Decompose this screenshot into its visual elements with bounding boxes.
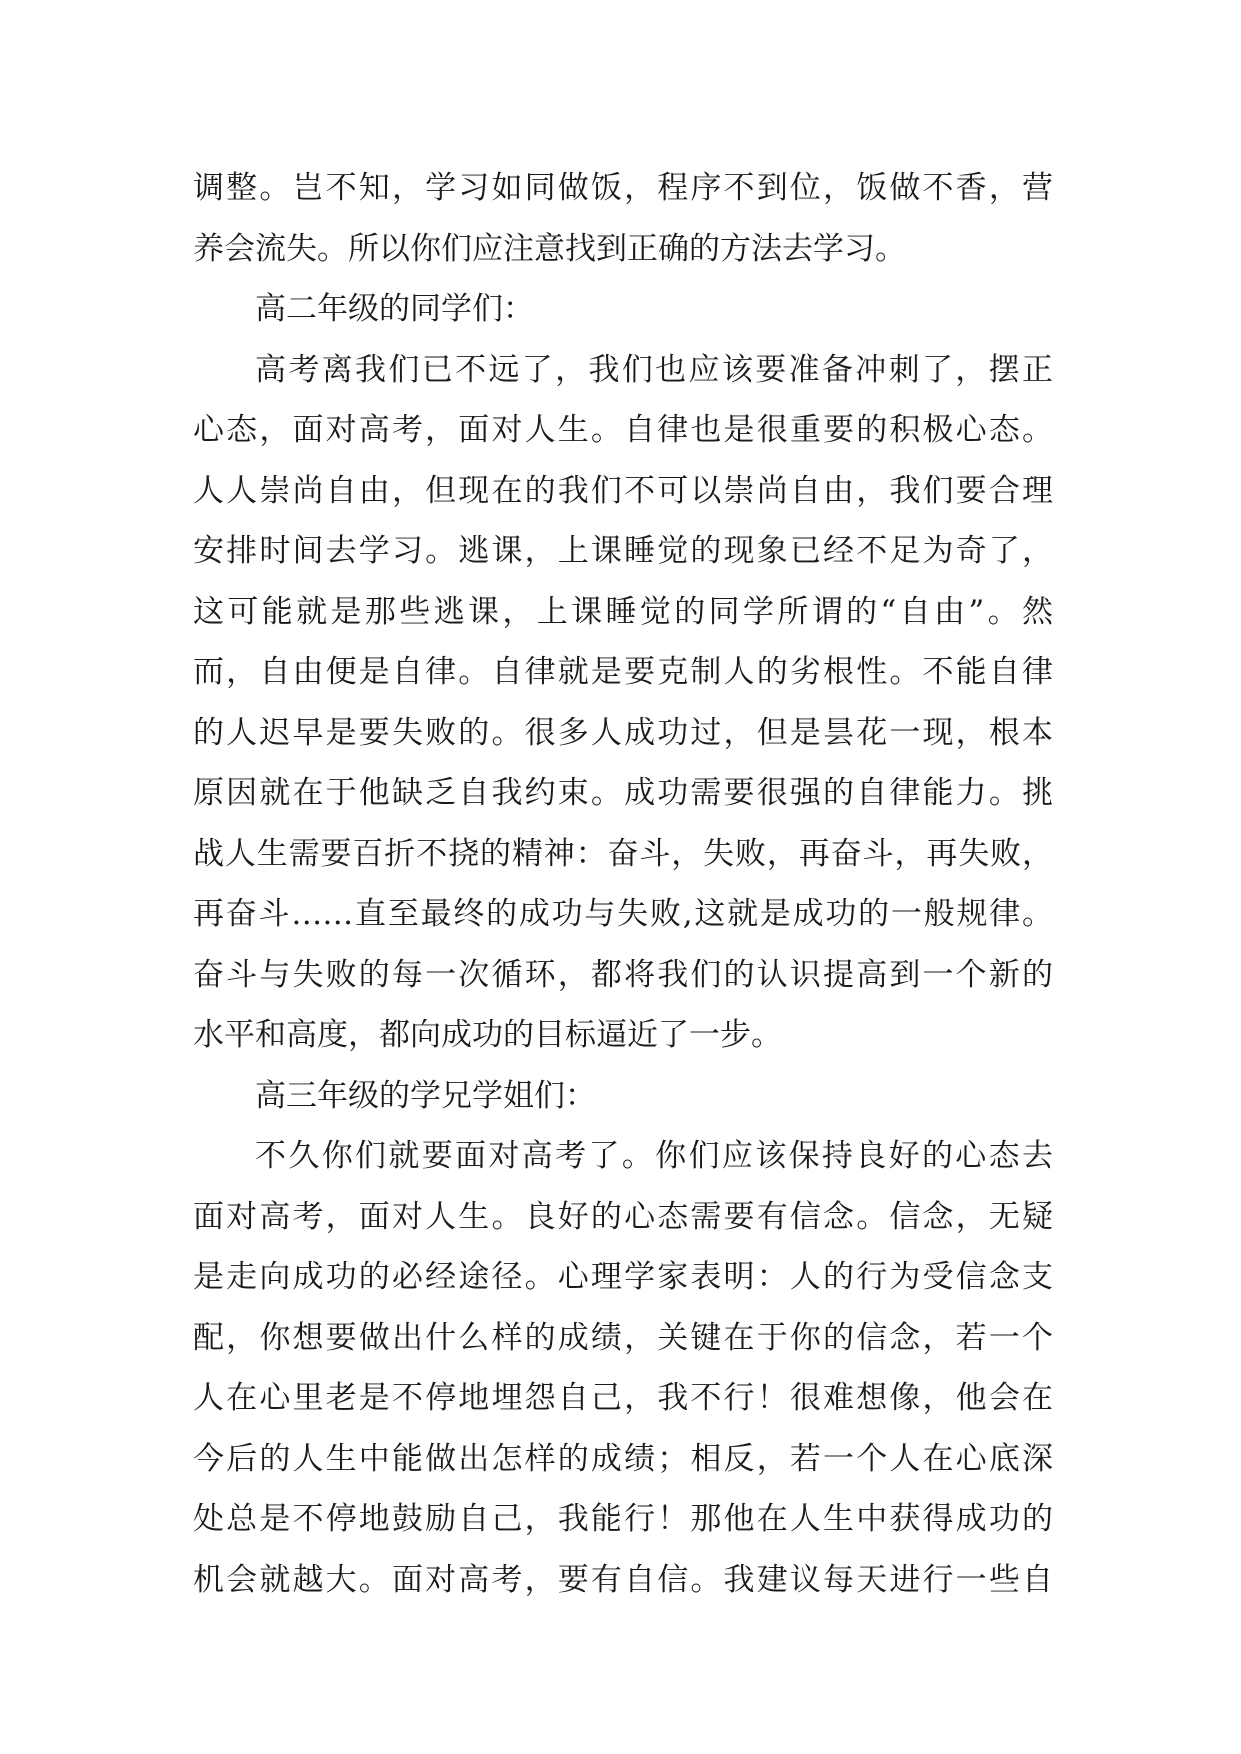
text-line: 人在心里老是不停地埋怨自己，我不行！很难想像，他会在 [193,1380,1053,1416]
text-line: 心态，面对高考，面对人生。自律也是很重要的积极心态。 [193,412,1053,448]
text-line: 这可能就是那些逃课，上课睡觉的同学所谓的“自由”。然 [193,593,1053,630]
text-line: 高二年级的同学们： [255,291,534,327]
text-line: 奋斗与失败的每一次循环，都将我们的认识提高到一个新的 [193,956,1053,993]
text-line: 面对高考，面对人生。良好的心态需要有信念。信念，无疑 [193,1198,1053,1235]
text-line: 高三年级的学兄学姐们： [255,1077,596,1114]
text-line: 是走向成功的必经途径。心理学家表明：人的行为受信念支 [193,1259,1053,1295]
text-line: 的人迟早是要失败的。很多人成功过，但是昙花一现，根本 [193,714,1053,751]
text-line: 配，你想要做出什么样的成绩，关键在于你的信念，若一个 [193,1319,1053,1356]
text-line: 而，自由便是自律。自律就是要克制人的劣根性。不能自律 [193,654,1053,690]
document-page [193,158,1053,1610]
text-line: 原因就在于他缺乏自我约束。成功需要很强的自律能力。挑 [193,775,1053,811]
text-line: 今后的人生中能做出怎样的成绩；相反，若一个人在心底深 [193,1440,1053,1477]
text-line: 战人生需要百折不挠的精神：奋斗，失败，再奋斗，再失败， [193,835,1053,872]
text-line: 不久你们就要面对高考了。你们应该保持良好的心态去 [255,1138,1053,1174]
text-line: 人人崇尚自由，但现在的我们不可以崇尚自由，我们要合理 [193,472,1053,509]
text-line: 机会就越大。面对高考，要有自信。我建议每天进行一些自 [193,1561,1053,1598]
text-line: 水平和高度，都向成功的目标逼近了一步。 [193,1017,782,1053]
text-line: 高考离我们已不远了，我们也应该要准备冲刺了，摆正 [255,351,1053,388]
text-line: 养会流失。所以你们应注意找到正确的方法去学习。 [193,230,906,267]
text-line: 安排时间去学习。逃课，上课睡觉的现象已经不足为奇了， [193,533,1053,569]
text-line: 调整。岂不知，学习如同做饭，程序不到位，饭做不香，营 [193,170,1053,206]
text-line: 再奋斗……直至最终的成功与失败,这就是成功的一般规律。 [193,896,1053,932]
text-line: 处总是不停地鼓励自己，我能行！那他在人生中获得成功的 [193,1501,1053,1537]
